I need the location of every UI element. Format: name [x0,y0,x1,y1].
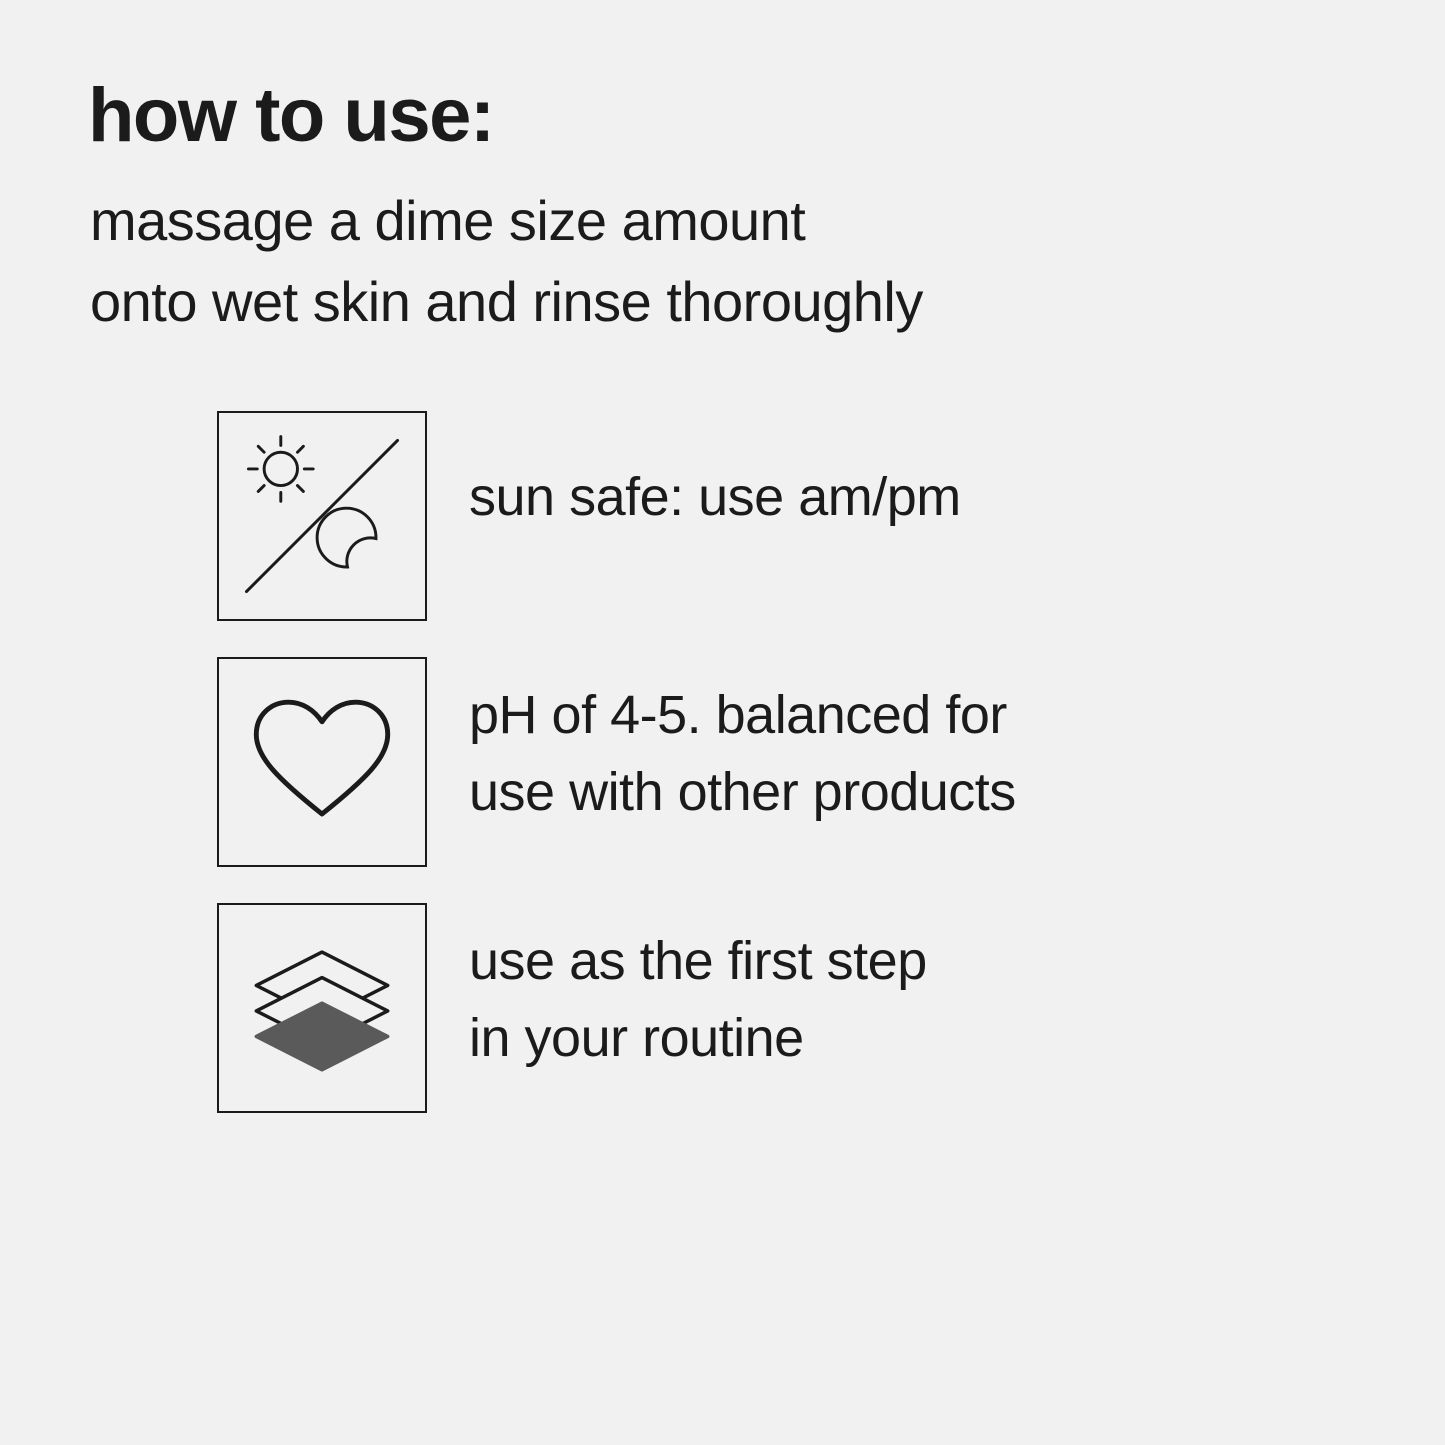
feature-line: use with other products [469,762,1016,823]
feature-item-ph-balanced [217,657,1317,867]
feature-list [217,411,1317,1149]
feature-text-first-step [469,903,927,1077]
page-title: how to use: [88,73,494,158]
sun-moon-icon [217,411,427,621]
feature-line: sun safe: use am/pm [469,467,961,527]
feature-item-first-step [217,903,1317,1113]
layers-icon [217,903,427,1113]
feature-line: pH of 4-5. balanced for [469,685,1007,745]
usage-instructions-line-1: massage a dime size amount [90,189,806,252]
usage-instructions [90,180,923,342]
feature-item-sun-safe [217,411,1317,621]
feature-line: in your routine [469,1008,804,1069]
heart-icon [217,657,427,867]
feature-text-ph-balanced [469,657,1016,831]
feature-line: use as the first step [469,931,927,991]
feature-text-sun-safe [469,411,961,536]
usage-instructions-line-2: onto wet skin and rinse thoroughly [90,270,923,334]
